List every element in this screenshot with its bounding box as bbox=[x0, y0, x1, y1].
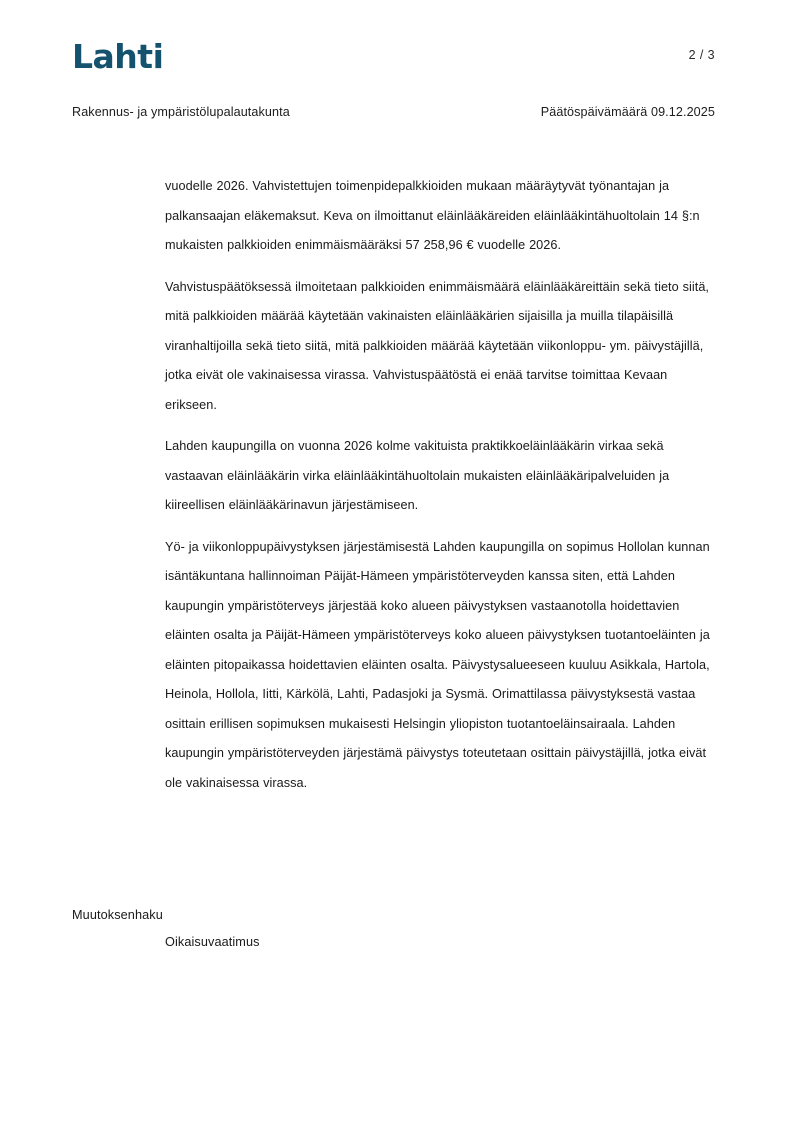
paragraph-4: Yö- ja viikonloppupäivystyksen järjestämisestä Lahden kaupungilla on sopimus Hollolan kunnan isäntäkuntana hallinnoiman Päijät-Hämeen ympäristöterveyden kanssa siten, että Lahden kaupungin ympäristöterveys järjestää koko alueen päivystyksen vastaanotolla hoidettavien eläinten osalta ja Päijät-Hämeen ympäristöterveys koko alueen päivystyksen tuotantoeläinten ja eläinten pitopaikassa hoidettavien eläinten osalta. Päivystysalueeseen kuuluu Asikkala, Hartola, Heinola, Hollola, Iitti, Kärkölä, Lahti, Padasjoki ja Sysmä. Orimattilassa päivystyksestä vastaa osittain erillisen sopimuksen mukaisesti Helsingin yliopiston tuotantoeläinsairaala. Lahden kaupungin ympäristöterveyden järjestämä päivystys toteutetaan osittain päivystäjillä, jotka eivät ole vakinaisessa virassa. bbox=[165, 539, 710, 790]
header-organization: Rakennus- ja ympäristölupalautakunta bbox=[72, 105, 290, 119]
page-number: 2 / 3 bbox=[688, 48, 715, 62]
header-decision-date: Päätöspäivämäärä 09.12.2025 bbox=[540, 105, 715, 119]
paragraph-2: Vahvistuspäätöksessä ilmoitetaan palkkioiden enimmäismäärä eläinlääkäreittäin sekä tieto siitä, mitä palkkioiden määrää käytetään vakinaisten eläinlääkärien sijaisilla ja muilla tilapäisillä viranhaltijoilla sekä tieto siitä, mitä palkkioiden määrää käytetään viikonloppu- ym. päivystäjillä, jotka eivät ole vakinaisessa virassa. Vahvistuspäätöstä ei enää tarvitse toimittaa Kevaan erikseen. bbox=[165, 279, 709, 412]
paragraph-3: Lahden kaupungilla on vuonna 2026 kolme vakituista praktikkoeläinlääkärin virkaa sekä vastaavan eläinlääkärin virka eläinlääkintähuoltolain mukaisten eläinlääkäripalveluiden ja kiireellisen eläinlääkärinavun järjestämiseen. bbox=[165, 439, 670, 512]
section-heading-appeal: Muutoksenhaku bbox=[72, 908, 163, 922]
paragraph-1: vuodelle 2026. Vahvistettujen toimenpidepalkkioiden mukaan määräytyvät työnantajan ja palkansaajan eläkemaksut. Keva on ilmoittanut eläinlääkäreiden eläinlääkintähuoltolain 14 §:n mukaisten palkkioiden enimmäismääräksi 57 258,96 € vuodelle 2026. bbox=[165, 179, 700, 252]
lahti-logo: Lahti bbox=[72, 37, 164, 76]
section-subheading-rectification: Oikaisuvaatimus bbox=[165, 935, 260, 949]
document-header bbox=[72, 105, 715, 119]
document-body bbox=[165, 172, 710, 808]
